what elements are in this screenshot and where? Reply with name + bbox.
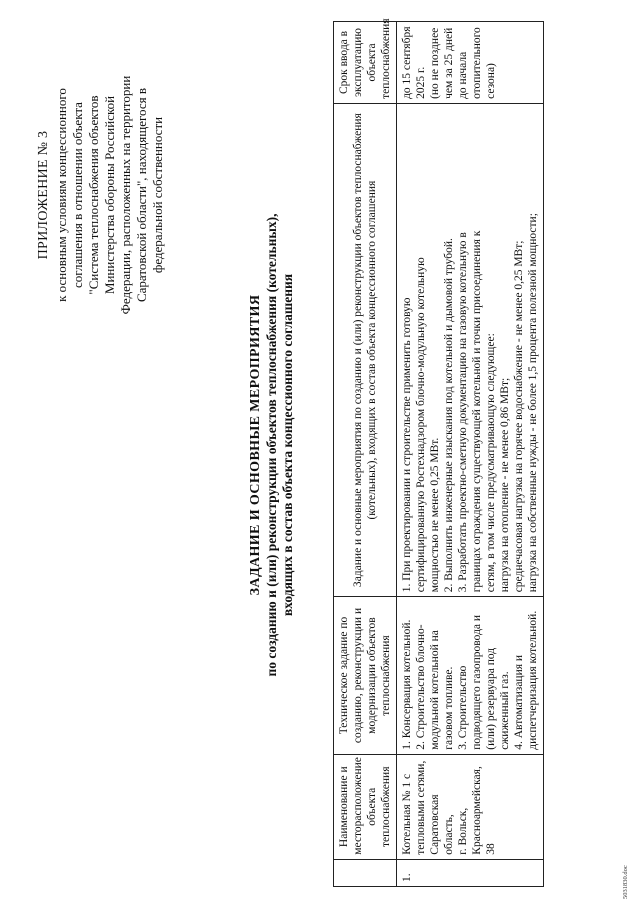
- tech-line: подводящего газопровода и: [471, 614, 483, 750]
- cell-name: [397, 754, 544, 859]
- name-line: Красноармейская, 38: [471, 766, 497, 855]
- tech-line: 3. Строительство: [457, 665, 469, 750]
- date-line: (но не позднее: [429, 27, 441, 99]
- tech-line: 4. Автоматизация и: [513, 654, 525, 750]
- appendix-line: Саратовской области", находящегося в: [134, 87, 149, 303]
- date-line: отопительного: [471, 27, 483, 99]
- name-line: Котельная № 1 с: [401, 773, 413, 855]
- tech-line: 1. Консервация котельной.: [401, 619, 413, 750]
- tech-line: модульной котельной на: [429, 630, 441, 750]
- measures-line: нагрузка на собственные нужды - не более 1,5 процента полезной мощности;: [527, 213, 539, 593]
- cell-measures: [397, 103, 544, 596]
- measures-line: мощностью не менее 0,25 МВт.: [429, 437, 441, 593]
- header-measures: Задание и основные мероприятия по созданию и (или) реконструкции объектов теплоснабжения (котельных), входящих в состав объекта концессионного соглашения: [334, 103, 397, 596]
- appendix-line: федеральной собственности: [150, 116, 165, 274]
- header-date: Срок ввода в эксплуатацию объекта теплоснабжения: [334, 22, 397, 104]
- appendix-line: Министерства обороны Российской: [102, 95, 117, 295]
- measures-table: [333, 18, 544, 887]
- tech-line: сжиженный газ.: [499, 671, 511, 750]
- heading-line-1: ЗАДАНИЕ И ОСНОВНЫЕ МЕРОПРИЯТИЯ: [248, 294, 263, 596]
- date-line: чем за 25 дней: [443, 27, 455, 99]
- measures-line: 1. При проектировании и строительстве применить готовую: [401, 297, 413, 593]
- heading-line-3: входящих в состав объекта концессионного соглашения: [280, 273, 295, 617]
- measures-line: 3. Разработать проектно-сметную документацию на газовую котельную в: [457, 232, 469, 593]
- appendix-line: к основным условиям концессионного: [54, 88, 69, 302]
- name-line: Саратовская область,: [429, 794, 455, 855]
- header-name: Наименование и месторасположение объекта теплоснабжения: [334, 754, 397, 859]
- appendix-line: Федерации, расположенных на территории: [118, 75, 133, 315]
- appendix-title: ПРИЛОЖЕНИЕ № 3: [36, 130, 51, 260]
- header-no: [334, 859, 397, 886]
- appendix-line: "Система теплоснабжения объектов: [86, 95, 101, 295]
- date-line: до начала: [457, 51, 469, 99]
- heading-line-2: по созданию и (или) реконструкции объектов теплоснабжения (котельных),: [264, 213, 279, 677]
- measures-line: 2. Выполнить инженерные изыскания под котельной и дымовой трубой.: [443, 238, 455, 593]
- measures-line: границах ограждения существующей котельной и точки присоединения к: [471, 230, 483, 593]
- appendix-block: [36, 25, 166, 365]
- date-line: сезона): [485, 63, 497, 99]
- date-line: 2025 г.: [415, 66, 427, 99]
- tech-line: диспетчеризация котельной.: [527, 610, 539, 750]
- file-code: 5031830.doc: [622, 865, 629, 899]
- tech-line: газовом топливе.: [443, 666, 455, 750]
- measures-line: сертифицированную Ростехнадзором блочно-модульную котельную: [415, 257, 427, 593]
- measures-line: сетям, в том числе предусматривающую следующее:: [485, 333, 497, 593]
- name-line: тепловыми сетями,: [415, 760, 427, 855]
- appendix-line: соглашения в отношении объекта: [70, 102, 85, 288]
- header-tech: Техническое задание по созданию, реконструкции и модернизации объектов теплоснабжения: [334, 597, 397, 754]
- cell-date: [397, 22, 544, 104]
- tech-line: (или) резервуара под: [485, 647, 497, 750]
- tech-line: 2. Строительство блочно-: [415, 624, 427, 750]
- measures-line: нагрузка на отопление - не менее 0,86 МВт;: [499, 377, 511, 593]
- date-line: до 15 сентября: [401, 26, 413, 99]
- name-line: г. Вольск,: [457, 807, 469, 855]
- document-heading: [248, 45, 296, 845]
- measures-line: среднечасовая нагрузка на горячее водоснабжение - не менее 0,25 МВт;: [513, 240, 525, 593]
- cell-no: 1.: [397, 859, 544, 886]
- table-row: [397, 22, 544, 887]
- cell-tech: [397, 597, 544, 754]
- table-header-row: [334, 22, 397, 887]
